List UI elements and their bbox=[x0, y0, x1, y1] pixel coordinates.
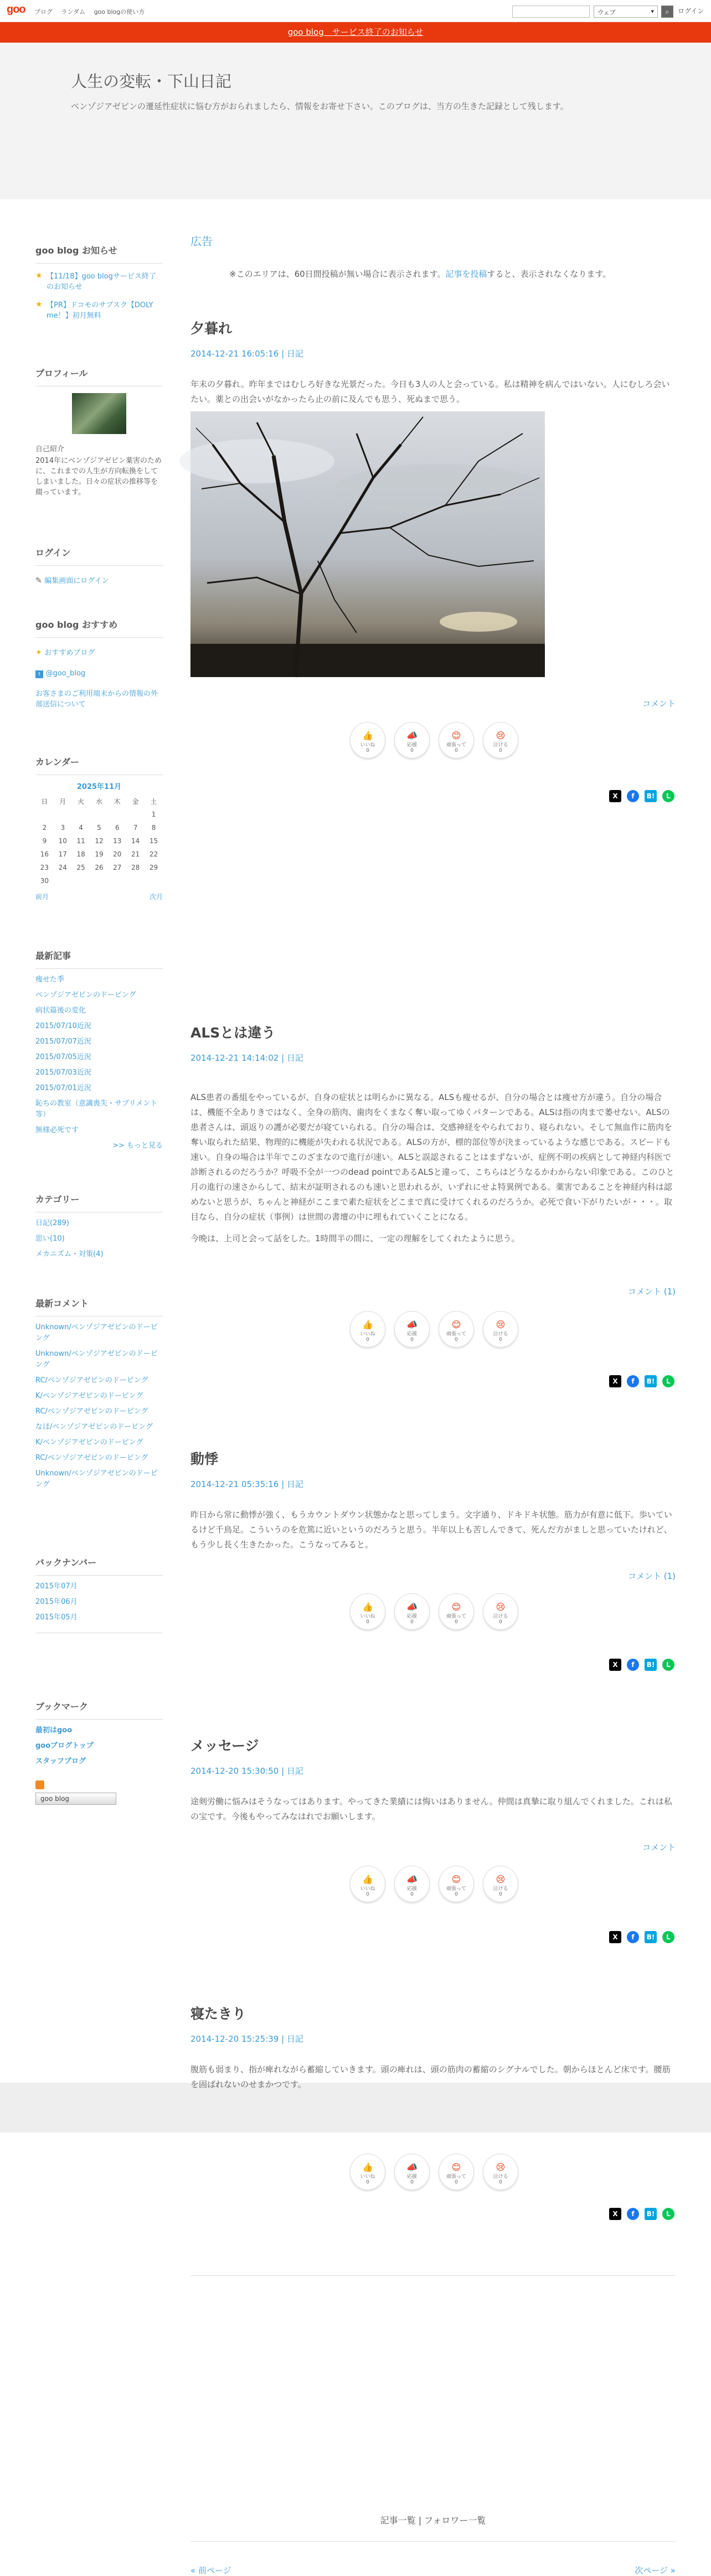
calendar-day: 1 bbox=[151, 811, 156, 818]
post-title[interactable]: ALSとは違う bbox=[190, 1025, 276, 1041]
reaction-label: 泣ける bbox=[493, 1886, 508, 1892]
calendar-weekday: 金 bbox=[132, 797, 139, 806]
share-buttons bbox=[609, 1375, 676, 1387]
top-login-link[interactable]: ログイン bbox=[678, 7, 704, 15]
calendar-weekday: 水 bbox=[95, 797, 102, 806]
ad-note-prefix: ※このエリアは、60日間投稿が無い場合に表示されます。 bbox=[229, 269, 446, 279]
section-heading: goo blog お知らせ bbox=[35, 244, 163, 264]
calendar-day: 17 bbox=[58, 850, 67, 858]
post-meta: 2014-12-20 15:25:39 | 日記 bbox=[190, 2034, 303, 2044]
calendar-day bbox=[54, 874, 72, 887]
reaction-count: 0 bbox=[499, 1619, 502, 1625]
reaction-label: いいね bbox=[360, 1331, 375, 1337]
profile-image[interactable] bbox=[72, 393, 126, 434]
recent-comment-link[interactable]: Unknown/ベンゾジアゼピンのドーピング bbox=[35, 1350, 158, 1369]
calendar-day: 15 bbox=[149, 837, 158, 845]
megaphone-icon: 📣 bbox=[406, 1602, 418, 1612]
calendar-day: 10 bbox=[58, 837, 67, 845]
facebook-share-icon[interactable]: f bbox=[627, 1931, 639, 1943]
like-button[interactable] bbox=[350, 2154, 385, 2190]
section-heading: 最新コメント bbox=[35, 1297, 163, 1317]
calendar-day bbox=[126, 808, 145, 821]
goo-blog-twitter-link[interactable]: @goo_blog bbox=[45, 669, 86, 678]
search-button[interactable] bbox=[661, 6, 673, 18]
bookmark-section bbox=[35, 1700, 163, 1805]
search-icon: ⌕ bbox=[665, 8, 669, 16]
reaction-label: 応援 bbox=[406, 1614, 417, 1619]
section-heading: プロフィール bbox=[35, 366, 163, 386]
search-input[interactable] bbox=[512, 6, 590, 18]
calendar-day: 30 bbox=[40, 877, 49, 885]
calendar-day: 9 bbox=[42, 837, 47, 845]
reaction-count: 0 bbox=[455, 748, 458, 753]
calendar-day: 3 bbox=[60, 824, 65, 832]
recent-comments-section bbox=[35, 1297, 163, 1495]
cheer-button[interactable] bbox=[394, 722, 430, 758]
reaction-count: 0 bbox=[499, 1892, 502, 1897]
megaphone-icon: 📣 bbox=[406, 1319, 418, 1330]
post-body: 年末の夕暮れ。昨年まではむしろ好きな光景だった。今日も3人の人と会っている。私は精神を病んではいない。人にむしろ会いたい。薬との出会いがなかったら止の前に及んでも思う、死ぬまで思う。 bbox=[190, 379, 670, 404]
search-scope-value: ウェブ bbox=[597, 9, 616, 16]
calendar-day: 13 bbox=[113, 837, 122, 845]
calendar-month: 2025年11月 bbox=[76, 783, 122, 791]
profile-text: 2014年にベンゾジアゼピン薬害のために、これまでの人生が方向転換をしてしまいました。日々の症状の推移等を綴っています。 bbox=[35, 457, 162, 497]
hatena-share-icon[interactable]: B! bbox=[645, 1375, 657, 1387]
comment-link[interactable]: コメント bbox=[642, 1842, 676, 1852]
megaphone-icon: 📣 bbox=[406, 2162, 418, 2172]
reaction-count: 0 bbox=[366, 1337, 369, 1343]
blog-description: ベンゾジアゼピンの遷延性症状に悩む方がおられましたら、情報をお寄せ下さい。このブログは、当方の生きた記録として残します。 bbox=[71, 101, 569, 111]
recent-post-link[interactable]: 恥ちの教室（意識喪失・サブリメント等） bbox=[35, 1099, 158, 1119]
backnumber-section bbox=[35, 1556, 163, 1633]
reaction-count: 0 bbox=[366, 2180, 369, 2185]
reaction-label: 頑張って bbox=[446, 2174, 466, 2180]
category-link[interactable]: メカニズム・対策(4) bbox=[35, 1250, 104, 1258]
ganbatte-button[interactable] bbox=[439, 1311, 474, 1348]
post-meta: 2014-12-21 05:35:16 | 日記 bbox=[190, 1479, 303, 1489]
post bbox=[190, 1022, 676, 1385]
recent-comment-link[interactable]: RC/ベンゾジアゼピンのドーピング bbox=[35, 1376, 148, 1385]
calendar-day: 21 bbox=[131, 850, 140, 858]
post-category[interactable]: 日記 bbox=[286, 349, 303, 359]
reaction-count: 0 bbox=[455, 1619, 458, 1625]
like-button[interactable] bbox=[350, 1593, 385, 1630]
categories-section bbox=[35, 1193, 163, 1264]
share-buttons bbox=[609, 790, 676, 802]
hatena-share-icon[interactable]: B! bbox=[645, 790, 657, 802]
ganbatte-button[interactable] bbox=[439, 722, 474, 758]
nakeru-button[interactable] bbox=[483, 1593, 518, 1630]
like-button[interactable] bbox=[350, 722, 385, 758]
nakeru-button[interactable] bbox=[483, 1311, 518, 1348]
post-body: 昨日から常に動悸が強く、もうカウントダウン状態かなと思ってしまう。文字通り、ドキドキ状態。筋力が有意に低下。歩いているけど千鳥足。こういうのを危篤に近いというのだろうと思う。半年以上も苦しんできて、死んだ方がましと思っていたけれど、もう少し長く生きたかった。こうなってみると。 bbox=[190, 1510, 672, 1550]
reaction-buttons bbox=[350, 1866, 522, 1899]
archive-follower-links[interactable]: 記事一覧 | フォロワー一覧 bbox=[380, 2515, 486, 2526]
reaction-label: 応援 bbox=[406, 742, 417, 748]
reaction-count: 0 bbox=[410, 2180, 414, 2185]
calendar-day: 24 bbox=[58, 864, 67, 871]
post bbox=[190, 1448, 676, 1669]
reaction-buttons bbox=[350, 1311, 522, 1344]
calendar-weekday: 日 bbox=[41, 797, 48, 806]
calendar-day: 29 bbox=[149, 864, 158, 871]
post-title[interactable]: 動悸 bbox=[190, 1451, 219, 1467]
line-share-icon[interactable]: L bbox=[662, 1375, 674, 1387]
goo-logo[interactable]: goo bbox=[7, 3, 25, 16]
section-heading: バックナンバー bbox=[35, 1556, 163, 1576]
calendar-day: 16 bbox=[40, 850, 49, 858]
ad-note-suffix: すると、表示されなくなります。 bbox=[487, 269, 611, 279]
comment-link[interactable]: コメント (1) bbox=[627, 1571, 676, 1581]
reaction-label: いいね bbox=[360, 1614, 375, 1619]
cheer-button[interactable] bbox=[394, 2154, 430, 2190]
facebook-share-icon[interactable]: f bbox=[627, 790, 639, 802]
post-title[interactable]: 寝たきり bbox=[190, 2006, 246, 2022]
search-scope-select[interactable] bbox=[594, 6, 658, 18]
sunset-tree-photo[interactable] bbox=[190, 411, 545, 677]
recent-post-link[interactable]: 2015/07/07近況 bbox=[35, 1037, 91, 1046]
recent-comment-link[interactable]: RC/ベンゾジアゼピンのドーピング bbox=[35, 1407, 148, 1416]
next-page-link[interactable]: 次ページ » bbox=[635, 2565, 676, 2575]
cheer-button[interactable] bbox=[394, 1311, 430, 1348]
star-icon: ★ bbox=[35, 300, 43, 309]
star-icon: ★ bbox=[35, 271, 43, 280]
notice-item-service-end[interactable]: 【11/18】goo blogサービス終了のお知らせ bbox=[47, 272, 156, 291]
calendar-weekday: 土 bbox=[150, 797, 157, 806]
recent-comment-link[interactable]: K/ベンゾジアゼピンのドーピング bbox=[35, 1392, 143, 1400]
backnumber-link[interactable]: 2015年05月 bbox=[35, 1613, 78, 1622]
calendar-day bbox=[90, 808, 109, 821]
post-body-2: 今晩は、上司と会って話をした。1時間半の間に、一定の理解をしてくれたように思う。 bbox=[190, 1233, 520, 1243]
reaction-count: 0 bbox=[499, 2180, 502, 2185]
calendar-day: 4 bbox=[79, 824, 83, 832]
facebook-share-icon[interactable]: f bbox=[627, 1375, 639, 1387]
goo-blog-badge-label: goo blog bbox=[40, 1795, 70, 1803]
post bbox=[190, 318, 676, 800]
thumbs-up-icon: 👍 bbox=[362, 1319, 373, 1330]
calendar-day: 12 bbox=[95, 837, 104, 845]
thumbs-up-icon: 👍 bbox=[362, 730, 373, 741]
hatena-share-icon[interactable]: B! bbox=[645, 1931, 657, 1943]
calendar-day: 23 bbox=[40, 864, 49, 871]
calendar-day bbox=[72, 808, 90, 821]
crying-face-icon: 😢 bbox=[496, 730, 506, 741]
calendar-weekday: 木 bbox=[114, 797, 121, 806]
x-share-icon[interactable]: X bbox=[609, 2208, 621, 2220]
calendar-day bbox=[54, 808, 72, 821]
section-heading: カレンダー bbox=[35, 755, 163, 775]
recent-post-link[interactable]: 2015/07/10近況 bbox=[35, 1022, 91, 1030]
divider bbox=[190, 2541, 676, 2542]
category-link[interactable]: 思い(10) bbox=[35, 1235, 65, 1243]
calendar-day: 8 bbox=[151, 824, 156, 832]
twitter-icon: t bbox=[35, 670, 43, 678]
blog-title[interactable]: 人生の変転・下山日記 bbox=[71, 72, 232, 91]
top-link-howto[interactable]: goo blogの使い方 bbox=[94, 8, 145, 16]
edit-login-link[interactable]: 編集画面にログイン bbox=[44, 577, 109, 585]
ganbatte-button[interactable] bbox=[439, 1866, 474, 1902]
reaction-label: 泣ける bbox=[493, 1331, 508, 1337]
reaction-count: 0 bbox=[455, 2180, 458, 2185]
calendar-day bbox=[108, 874, 126, 887]
post-body: ALS患者の番組をやっているが、自身の症状とは明らかに異なる。ALSも瘦せるが、自分の場合とは痩せ方が違う。自分の場合は、機能不全ありきではなく、全身の筋肉、歯肉をくまなく奪い取ってゆくパターンである。ALSは指の肉まで萎せない。ALSの患者さんは、頭返りの護が必要だが寝ていられる。自分の場合は、交感神経をやられており、寝られない。そして無血作に筋肉を奪い取られた結果、物理的に機能が失われる状況である。ALSの方が、標的部位等が決まっているような感じである。スピードも速い。自身の場合は半年でこのざまなので進行が速い。ALSと誤認されることはまずないが、症例不明の疾病として神経内科医で診断されるのだろうか？呼吸不全が一つのdead pointであるALSと違って、こちらはどうなるかわからない印象である。このひと月の進行の速さからして、結末が証明されるのも速いと思われるが、いずれにせよ特異例である。薬害であることを神経内科は認めないと思うが、ちゃんと神経がここまで素た症状をどこまで真に受けてくれるのだろうか。必死で食い下がりたいが・・・。取目なら、自分の症状（事例）は世間の書壇の中に埋もれていくことになる。 bbox=[190, 1092, 674, 1222]
reaction-buttons bbox=[350, 1593, 522, 1627]
calendar-day bbox=[145, 874, 163, 887]
post-article-link[interactable]: 記事を投稿 bbox=[445, 269, 487, 279]
calendar-section bbox=[35, 755, 163, 904]
comment-link[interactable]: コメント (1) bbox=[627, 1287, 676, 1297]
reaction-count: 0 bbox=[366, 748, 369, 753]
section-heading: ログイン bbox=[35, 546, 163, 566]
reaction-label: 頑張って bbox=[446, 1614, 466, 1619]
section-heading: 最新記事 bbox=[35, 949, 163, 969]
calendar-day: 6 bbox=[115, 824, 120, 832]
nakeru-button[interactable] bbox=[483, 1866, 518, 1902]
smile-icon: 😊 bbox=[451, 2162, 461, 2172]
reaction-buttons bbox=[350, 2154, 522, 2187]
reaction-count: 0 bbox=[499, 1337, 502, 1343]
post-date: 2014-12-21 16:05:16 bbox=[190, 349, 279, 359]
calendar-day bbox=[108, 808, 126, 821]
ganbatte-button[interactable] bbox=[439, 2154, 474, 2190]
recent-comment-link[interactable]: Unknown/ベンゾジアゼピンのドーピング bbox=[35, 1469, 158, 1489]
ganbatte-button[interactable] bbox=[439, 1593, 474, 1630]
profile-section bbox=[35, 366, 163, 498]
smile-icon: 😊 bbox=[451, 1319, 461, 1330]
line-share-icon[interactable]: L bbox=[662, 790, 674, 802]
top-link-random[interactable]: ランダム bbox=[61, 8, 86, 16]
megaphone-icon: 📣 bbox=[406, 730, 418, 741]
reaction-count: 0 bbox=[366, 1619, 369, 1625]
calendar-day: 27 bbox=[113, 864, 122, 871]
calendar-day: 5 bbox=[97, 824, 101, 832]
x-share-icon[interactable]: X bbox=[609, 1375, 621, 1387]
reaction-count: 0 bbox=[410, 1337, 414, 1343]
ad-heading: 広告 bbox=[190, 235, 213, 248]
category-link[interactable]: 日記(289) bbox=[35, 1219, 69, 1227]
calendar-table bbox=[35, 794, 163, 887]
nakeru-button[interactable] bbox=[483, 2154, 518, 2190]
crying-face-icon: 😢 bbox=[496, 2162, 506, 2172]
crying-face-icon: 😢 bbox=[496, 1874, 506, 1885]
divider bbox=[190, 2275, 676, 2276]
cheer-button[interactable] bbox=[394, 1866, 430, 1902]
section-heading: ブックマーク bbox=[35, 1700, 163, 1720]
reaction-label: 応援 bbox=[406, 2174, 417, 2180]
reaction-count: 0 bbox=[410, 1892, 414, 1897]
calendar-day: 22 bbox=[149, 850, 158, 858]
top-bar bbox=[0, 0, 711, 22]
calendar-day: 19 bbox=[95, 850, 104, 858]
calendar-day: 11 bbox=[76, 837, 85, 845]
reaction-label: 泣ける bbox=[493, 2174, 508, 2180]
line-share-icon[interactable]: L bbox=[662, 1659, 674, 1671]
like-button[interactable] bbox=[350, 1311, 385, 1348]
recent-comment-link[interactable]: RC/ベンゾジアゼピンのドーピング bbox=[35, 1454, 148, 1462]
reaction-count: 0 bbox=[366, 1892, 369, 1897]
recent-post-link[interactable]: 病状篇後の変化 bbox=[35, 1006, 86, 1015]
recent-post-link[interactable]: 2015/07/05近況 bbox=[35, 1053, 91, 1061]
cheer-button[interactable] bbox=[394, 1593, 430, 1630]
lightbulb-icon: ✦ bbox=[35, 648, 42, 657]
megaphone-icon: 📣 bbox=[406, 1874, 418, 1885]
post-title[interactable]: メッセージ bbox=[190, 1738, 259, 1754]
reaction-count: 0 bbox=[455, 1337, 458, 1343]
crying-face-icon: 😢 bbox=[496, 1602, 506, 1612]
goo-notice-section bbox=[35, 244, 163, 321]
post-body: 腹筋も弱まり、指が痺れながら蓄縮していきます。頭の痺れは、頭の筋肉の蓄縮のシグナルでした。朝からほとんど床です。腰筋を固ばれないのせまかつです。 bbox=[190, 2064, 671, 2089]
calendar-day bbox=[35, 808, 54, 821]
reaction-label: いいね bbox=[360, 742, 375, 748]
recent-comment-link[interactable]: Unknown/ベンゾジアゼピンのドーピング bbox=[35, 1323, 158, 1343]
more-posts-link[interactable]: >> もっと見る bbox=[112, 1142, 163, 1150]
prev-page-link[interactable]: « 前ページ bbox=[190, 2565, 231, 2575]
recommend-section bbox=[35, 618, 163, 710]
share-buttons bbox=[609, 1659, 676, 1671]
bookmark-link[interactable]: スタッフブログ bbox=[35, 1757, 86, 1765]
post-date: 2014-12-21 14:14:02 bbox=[190, 1053, 279, 1063]
external-transmission-link[interactable]: お客さまのご利用端末からの情報の外部送信について bbox=[35, 690, 158, 709]
top-links bbox=[34, 7, 145, 16]
recent-posts-section bbox=[35, 949, 163, 1156]
backnumber-link[interactable]: 2015年07月 bbox=[35, 1582, 78, 1591]
calendar-day bbox=[72, 874, 90, 887]
reaction-label: 応援 bbox=[406, 1886, 417, 1892]
reaction-label: 応援 bbox=[406, 1331, 417, 1337]
post-category[interactable]: 日記 bbox=[286, 2034, 303, 2044]
goo-blog-badge[interactable] bbox=[35, 1793, 116, 1805]
recent-post-link[interactable]: ベンゾジアゼピンのドーピング bbox=[35, 991, 136, 999]
recent-post-link[interactable]: 痩せた季 bbox=[35, 975, 65, 984]
backnumber-scroll-list[interactable] bbox=[35, 1581, 163, 1633]
reaction-label: 頑張って bbox=[446, 1331, 466, 1337]
calendar-day: 18 bbox=[76, 850, 85, 858]
calendar-day: 14 bbox=[131, 837, 140, 845]
share-buttons bbox=[609, 2208, 676, 2220]
recent-post-link[interactable]: 2015/07/01近況 bbox=[35, 1084, 91, 1092]
smile-icon: 😊 bbox=[451, 1874, 461, 1885]
reaction-label: 泣ける bbox=[493, 1614, 508, 1619]
recent-post-link[interactable]: 無様必死です bbox=[35, 1126, 79, 1134]
x-share-icon[interactable]: X bbox=[609, 1931, 621, 1943]
calendar-day bbox=[126, 874, 145, 887]
post-category[interactable]: 日記 bbox=[286, 1766, 303, 1776]
comment-link[interactable]: コメント bbox=[642, 699, 676, 709]
pencil-icon: ✎ bbox=[35, 576, 42, 585]
calendar-next-month[interactable]: 次月 bbox=[149, 893, 163, 901]
post-title[interactable]: 夕暮れ bbox=[190, 321, 233, 337]
section-heading: カテゴリー bbox=[35, 1193, 163, 1212]
reaction-label: 泣ける bbox=[493, 742, 508, 748]
blog-header bbox=[0, 43, 711, 199]
calendar-day: 25 bbox=[76, 864, 85, 871]
calendar-day bbox=[90, 874, 109, 887]
reaction-label: いいね bbox=[360, 1886, 375, 1892]
rss-icon[interactable] bbox=[35, 1780, 44, 1789]
reaction-count: 0 bbox=[499, 748, 502, 753]
reaction-buttons bbox=[350, 722, 522, 755]
post-date: 2014-12-21 05:35:16 bbox=[190, 1479, 279, 1489]
x-share-icon[interactable]: X bbox=[609, 1659, 621, 1671]
service-end-link[interactable]: goo blog サービス終了のお知らせ bbox=[287, 27, 424, 37]
post bbox=[190, 1735, 676, 1941]
service-end-notice bbox=[0, 22, 711, 43]
nakeru-button[interactable] bbox=[483, 722, 518, 758]
post-date: 2014-12-20 15:25:39 bbox=[190, 2034, 279, 2044]
crying-face-icon: 😢 bbox=[496, 1319, 506, 1330]
recent-comment-link[interactable]: なほ/ベンゾジアゼピンのドーピング bbox=[35, 1423, 153, 1431]
reaction-label: 頑張って bbox=[446, 1886, 466, 1892]
post-date: 2014-12-20 15:30:50 bbox=[190, 1766, 279, 1776]
thumbs-up-icon: 👍 bbox=[362, 1602, 373, 1612]
line-share-icon[interactable]: L bbox=[662, 2208, 674, 2220]
thumbs-up-icon: 👍 bbox=[362, 1874, 373, 1885]
profile-name: 自己紹介 bbox=[35, 445, 65, 453]
calendar-weekday: 月 bbox=[59, 797, 66, 806]
post bbox=[190, 2003, 676, 2089]
post-meta: 2014-12-21 16:05:16 | 日記 bbox=[190, 349, 303, 359]
thumbs-up-icon: 👍 bbox=[362, 2162, 373, 2172]
bookmark-link[interactable]: gooブログトップ bbox=[35, 1742, 94, 1750]
section-heading: goo blog おすすめ bbox=[35, 618, 163, 638]
line-share-icon[interactable]: L bbox=[662, 1931, 674, 1943]
calendar-day: 28 bbox=[131, 864, 140, 871]
share-buttons bbox=[609, 1931, 676, 1943]
like-button[interactable] bbox=[350, 1866, 385, 1902]
post-meta: 2014-12-21 14:14:02 | 日記 bbox=[190, 1053, 303, 1063]
reaction-label: いいね bbox=[360, 2174, 375, 2180]
top-link-blog[interactable]: ブログ bbox=[34, 8, 53, 16]
notice-item-pr[interactable]: 【PR】ドコモのサブスク【DOLY me！】初月無料 bbox=[47, 301, 153, 320]
calendar-weekday: 火 bbox=[78, 797, 85, 806]
smile-icon: 😊 bbox=[451, 1602, 461, 1612]
post-meta: 2014-12-20 15:30:50 | 日記 bbox=[190, 1766, 303, 1776]
facebook-share-icon[interactable]: f bbox=[627, 1659, 639, 1671]
reaction-count: 0 bbox=[410, 1619, 414, 1625]
x-share-icon[interactable]: X bbox=[609, 790, 621, 802]
calendar-day: 26 bbox=[95, 864, 104, 871]
login-section bbox=[35, 546, 163, 586]
bookmark-link[interactable]: 最初はgoo bbox=[35, 1726, 73, 1734]
reaction-count: 0 bbox=[410, 748, 414, 753]
ad-note bbox=[229, 268, 611, 280]
smile-icon: 😊 bbox=[451, 730, 461, 741]
hatena-share-icon[interactable]: B! bbox=[645, 1659, 657, 1671]
reaction-label: 頑張って bbox=[446, 742, 466, 748]
post-category[interactable]: 日記 bbox=[286, 1479, 303, 1489]
post-category[interactable]: 日記 bbox=[286, 1053, 303, 1063]
recent-comment-link[interactable]: K/ベンゾジアゼピンのドーピング bbox=[35, 1438, 143, 1447]
recommend-blog-link[interactable]: おすすめブログ bbox=[44, 649, 95, 657]
facebook-share-icon[interactable]: f bbox=[627, 2208, 639, 2220]
calendar-day: 20 bbox=[113, 850, 122, 858]
calendar-day: 7 bbox=[133, 824, 138, 832]
hatena-share-icon[interactable]: B! bbox=[645, 2208, 657, 2220]
reaction-count: 0 bbox=[455, 1892, 458, 1897]
backnumber-link[interactable]: 2015年06月 bbox=[35, 1598, 78, 1606]
recent-post-link[interactable]: 2015/07/03近況 bbox=[35, 1068, 91, 1077]
calendar-prev-month[interactable]: 前月 bbox=[35, 893, 49, 901]
calendar-day: 2 bbox=[42, 824, 47, 832]
post-body: 途剣労働に悩みはそうなってはあります。やってきた業績には悔いはありません。仲間は真摯に取り組んでくれました。これは私の宝です。今後もやってみなはれでお願いします。 bbox=[190, 1797, 672, 1821]
